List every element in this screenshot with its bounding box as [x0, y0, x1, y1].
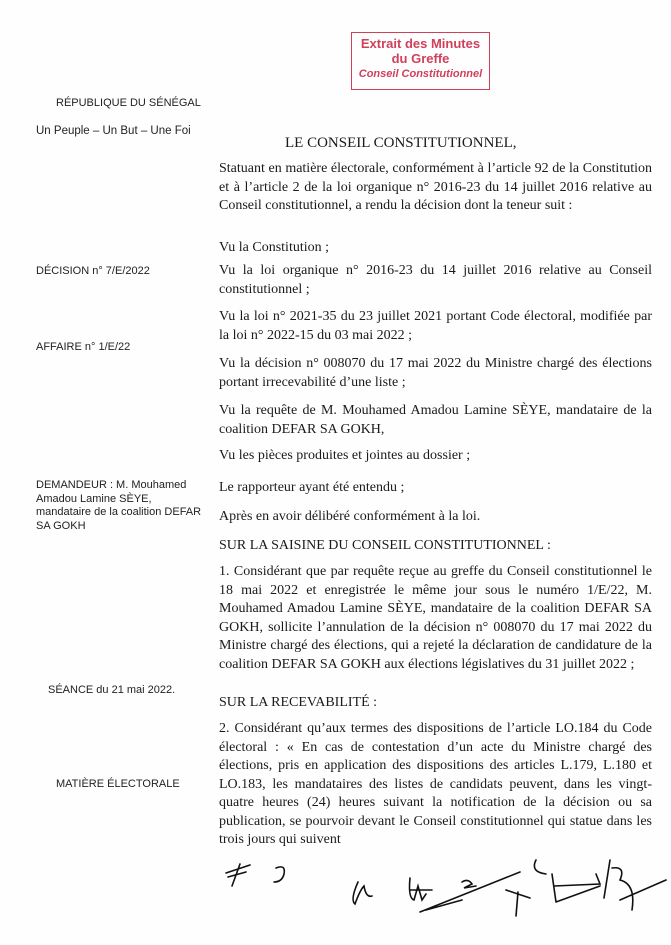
- stamp-line-3: Conseil Constitutionnel: [358, 68, 483, 80]
- plaintiff-info: DEMANDEUR : M. Mouhamed Amadou Lamine SÈYE, mandataire de la coalition DEFAR SA GOKH: [36, 479, 202, 532]
- signature-mark-5: [462, 880, 476, 888]
- national-motto: Un Peuple – Un But – Une Foi: [36, 125, 191, 137]
- signature-mark-8: [604, 860, 666, 910]
- paragraph-2: 2. Considérant qu’aux termes des dispositions de l’article LO.184 du Code électoral : « En cas de contestation d’un acte du Ministre chargé des élections, pris en application des dispositions des articles L.179, L.180 et LO.183, les mandataires des listes de candidats peuvent, dans les vingt-quatre heures (24) heures suivant la notification de la décision ou sa publication, se pourvoir devant le Conseil constitutionnel qui statue dans les trois jours qui suivent: [219, 721, 652, 847]
- visa-electoral-code: Vu la loi n° 2021-35 du 23 juillet 2021 portant Code électoral, modifiée par la loi n° 2022-15 du 03 mai 2022 ;: [219, 309, 652, 343]
- visa-organic-law: Vu la loi organique n° 2016-23 du 14 juillet 2016 relative au Conseil constitutionnel ;: [219, 263, 652, 297]
- signatures: [200, 850, 671, 945]
- signature-mark-4: [410, 872, 521, 912]
- section-heading-saisine: SUR LA SAISINE DU CONSEIL CONSTITUTIONNEL :: [219, 538, 551, 553]
- visa-documents: Vu les pièces produites et jointes au dossier ;: [219, 448, 471, 463]
- visa-deliberation: Après en avoir délibéré conformément à la loi.: [219, 509, 481, 524]
- visa-request: Vu la requête de M. Mouhamed Amadou Lamine SÈYE, mandataire de la coalition DEFAR SA GOKH,: [219, 403, 652, 437]
- signature-mark-6: [506, 890, 530, 916]
- signature-mark-7: [534, 860, 600, 902]
- paragraph-1: 1. Considérant que par requête reçue au greffe du Conseil constitutionnel le 18 mai 2022 et enregistrée le même jour sous le numéro 1/E/22, M. Mouhamed Amadou Lamine SÈYE, mandataire de la coalition DEFAR SA GOKH, sollicite l’annulation de la décision n° 008070 du 17 mai 2022 du Ministre chargé des élections, qui a rejeté la déclaration de candidature de la coalition DEFAR SA GOKH aux élections législatives du 31 juillet 2022 ;: [219, 564, 652, 672]
- decision-number: DÉCISION n° 7/E/2022: [36, 265, 150, 277]
- hearing-date: SÉANCE du 21 mai 2022.: [48, 684, 176, 696]
- document-title: LE CONSEIL CONSTITUTIONNEL,: [285, 135, 517, 151]
- signature-mark-2: [274, 867, 284, 882]
- visa-rapporteur: Le rapporteur ayant été entendu ;: [219, 480, 405, 495]
- subject-matter: MATIÈRE ÉLECTORALE: [56, 778, 180, 790]
- section-heading-recevabilite: SUR LA RECEVABILITÉ :: [219, 695, 378, 710]
- republic-heading: RÉPUBLIQUE DU SÉNÉGAL: [56, 97, 201, 109]
- intro-paragraph: Statuant en matière électorale, conformément à l’article 92 de la Constitution et à l’article 2 de la loi organique n° 2016-23 du 14 juillet 2016 relative au Conseil constitutionnel, a rendu la décision dont la teneur suit :: [219, 161, 652, 213]
- case-number: AFFAIRE n° 1/E/22: [36, 341, 131, 353]
- stamp-line-1: Extrait des Minutes: [360, 36, 481, 51]
- signature-mark-3: [353, 882, 372, 904]
- registry-stamp: [351, 32, 490, 90]
- stamp-line-2: du Greffe: [391, 51, 450, 66]
- visa-minister-decision: Vu la décision n° 008070 du 17 mai 2022 du Ministre chargé des élections portant irrecevabilité d’une liste ;: [219, 356, 652, 390]
- signature-mark-1: [226, 864, 250, 886]
- visa-constitution: Vu la Constitution ;: [219, 240, 329, 255]
